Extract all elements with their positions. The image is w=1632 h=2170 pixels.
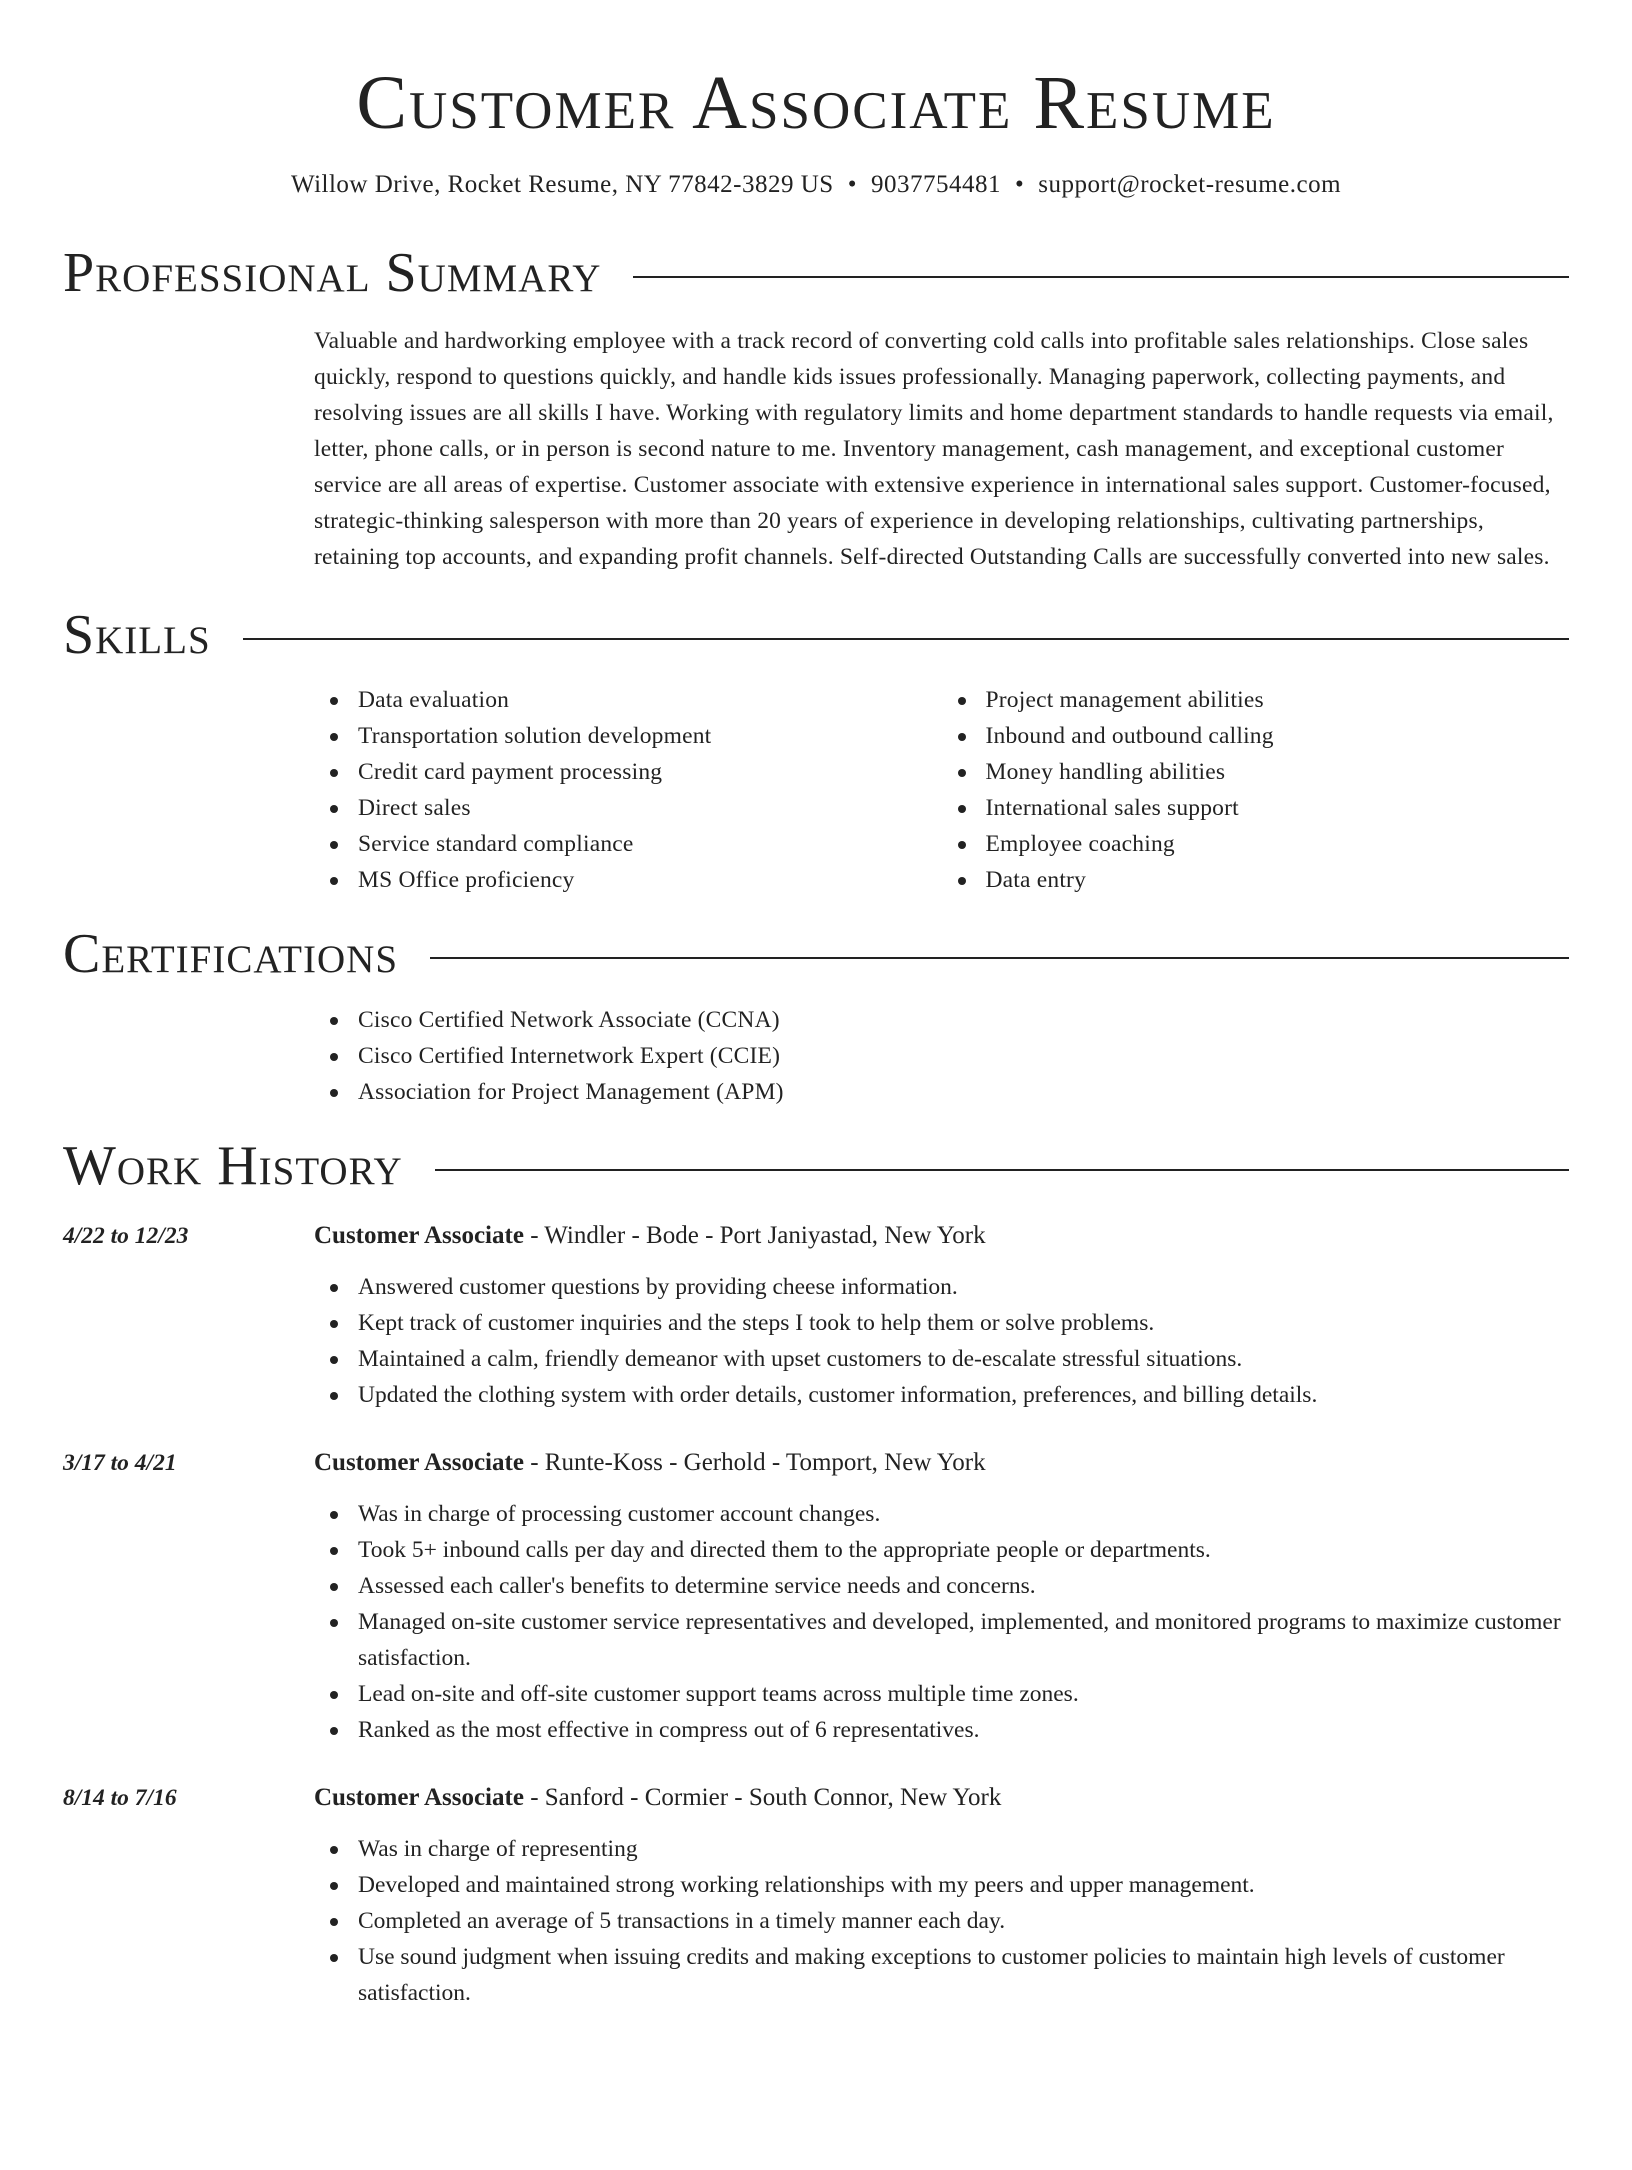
skills-column-right <box>942 682 1570 898</box>
job-bullets <box>314 1269 1569 1413</box>
job-entry <box>63 1445 1569 1748</box>
contact-separator: • <box>847 171 857 199</box>
list-item: Updated the clothing system with order details, customer information, preferences, and billing details. <box>358 1377 1569 1413</box>
job-company: - Windler - Bode - Port Janiyastad, New York <box>530 1221 986 1249</box>
certifications-list <box>314 1002 1569 1110</box>
list-item: Cisco Certified Internetwork Expert (CCIE) <box>358 1038 1569 1074</box>
job-role: Customer Associate <box>314 1783 524 1811</box>
section-divider <box>435 1169 1569 1171</box>
resume-page <box>0 58 1632 2170</box>
list-item: Money handling abilities <box>986 754 1570 790</box>
contact-line <box>63 171 1569 199</box>
job-role: Customer Associate <box>314 1448 524 1476</box>
list-item: Direct sales <box>358 790 942 826</box>
list-item: Was in charge of processing customer account changes. <box>358 1496 1569 1532</box>
job-title-line <box>314 1445 1569 1481</box>
list-item: Data entry <box>986 862 1570 898</box>
list-item: Service standard compliance <box>358 826 942 862</box>
certifications-section-header <box>63 924 1569 986</box>
job-detail <box>314 1445 1569 1748</box>
skills-heading: Skills <box>63 603 211 666</box>
list-item: Managed on-site customer service representatives and developed, implemented, and monitored programs to maximize customer satisfaction. <box>358 1604 1569 1676</box>
contact-separator: • <box>1014 171 1025 199</box>
job-bullets <box>314 1831 1569 2011</box>
list-item: Lead on-site and off-site customer support teams across multiple time zones. <box>358 1676 1569 1712</box>
list-item: Project management abilities <box>986 682 1570 718</box>
summary-section-header <box>63 243 1569 305</box>
list-item: Credit card payment processing <box>358 754 942 790</box>
list-item: Was in charge of representing <box>358 1831 1569 1867</box>
list-item: Data evaluation <box>358 682 942 718</box>
list-item: Answered customer questions by providing cheese information. <box>358 1269 1569 1305</box>
list-item: Maintained a calm, friendly demeanor with upset customers to de-escalate stressful situations. <box>358 1341 1569 1377</box>
list-item: Association for Project Management (APM) <box>358 1074 1569 1110</box>
list-item: Inbound and outbound calling <box>986 718 1570 754</box>
section-divider <box>633 276 1569 278</box>
work-history-section-header <box>63 1136 1569 1198</box>
job-detail <box>314 1780 1569 2011</box>
job-entry <box>63 1218 1569 1413</box>
contact-email: support@rocket-resume.com <box>1038 171 1342 199</box>
job-title-line <box>314 1780 1569 1816</box>
job-company: - Sanford - Cormier - South Connor, New York <box>530 1783 1002 1811</box>
list-item: Transportation solution development <box>358 718 942 754</box>
skills-column-left <box>314 682 942 898</box>
list-item: Employee coaching <box>986 826 1570 862</box>
resume-title: Customer Associate Resume <box>356 61 1276 145</box>
job-title-line <box>314 1218 1569 1254</box>
skills-section-header <box>63 605 1569 667</box>
list-item: Cisco Certified Network Associate (CCNA) <box>358 1002 1569 1038</box>
list-item: Took 5+ inbound calls per day and directed them to the appropriate people or departments. <box>358 1532 1569 1568</box>
section-divider <box>243 638 1569 640</box>
job-dates: 3/17 to 4/21 <box>63 1449 177 1476</box>
certifications-heading: Certifications <box>63 923 399 986</box>
skills-list <box>314 682 1569 898</box>
job-role: Customer Associate <box>314 1221 524 1249</box>
list-item: Ranked as the most effective in compress out of 6 representatives. <box>358 1712 1569 1748</box>
list-item: Completed an average of 5 transactions in a timely manner each day. <box>358 1903 1569 1939</box>
job-bullets <box>314 1496 1569 1748</box>
list-item: Kept track of customer inquiries and the steps I took to help them or solve problems. <box>358 1305 1569 1341</box>
list-item: Developed and maintained strong working relationships with my peers and upper management. <box>358 1867 1569 1903</box>
job-dates: 8/14 to 7/16 <box>63 1784 177 1811</box>
job-entry <box>63 1780 1569 2011</box>
list-item: Use sound judgment when issuing credits and making exceptions to customer policies to maintain high levels of customer satisfaction. <box>358 1939 1569 2011</box>
contact-phone: 9037754481 <box>870 171 1001 199</box>
summary-heading: Professional Summary <box>63 242 602 305</box>
job-detail <box>314 1218 1569 1413</box>
section-divider <box>430 957 1569 959</box>
job-company: - Runte-Koss - Gerhold - Tomport, New York <box>530 1448 986 1476</box>
contact-address: Willow Drive, Rocket Resume, NY 77842-3829 US <box>290 171 834 199</box>
list-item: International sales support <box>986 790 1570 826</box>
job-dates: 4/22 to 12/23 <box>63 1222 189 1249</box>
list-item: MS Office proficiency <box>358 862 942 898</box>
summary-text: Valuable and hardworking employee with a track record of converting cold calls into profitable sales relationships. Close sales quickly, respond to questions quickly, and handle kids issues professionally. Managing paperwork, collecting payments, and resolving issues are all skills I have. Working with regulatory limits and home department standards to handle requests via email, letter, phone calls, or in person is second nature to me. Inventory management, cash management, and exceptional customer service are all areas of expertise. Customer associate with extensive experience in international sales support. Customer-focused, strategic-thinking salesperson with more than 20 years of experience in developing relationships, cultivating partnerships, retaining top accounts, and expanding profit channels. Self-directed Outstanding Calls are successfully converted into new sales. <box>314 327 1554 570</box>
work-history-heading: Work History <box>63 1134 403 1197</box>
list-item: Assessed each caller's benefits to determine service needs and concerns. <box>358 1568 1569 1604</box>
